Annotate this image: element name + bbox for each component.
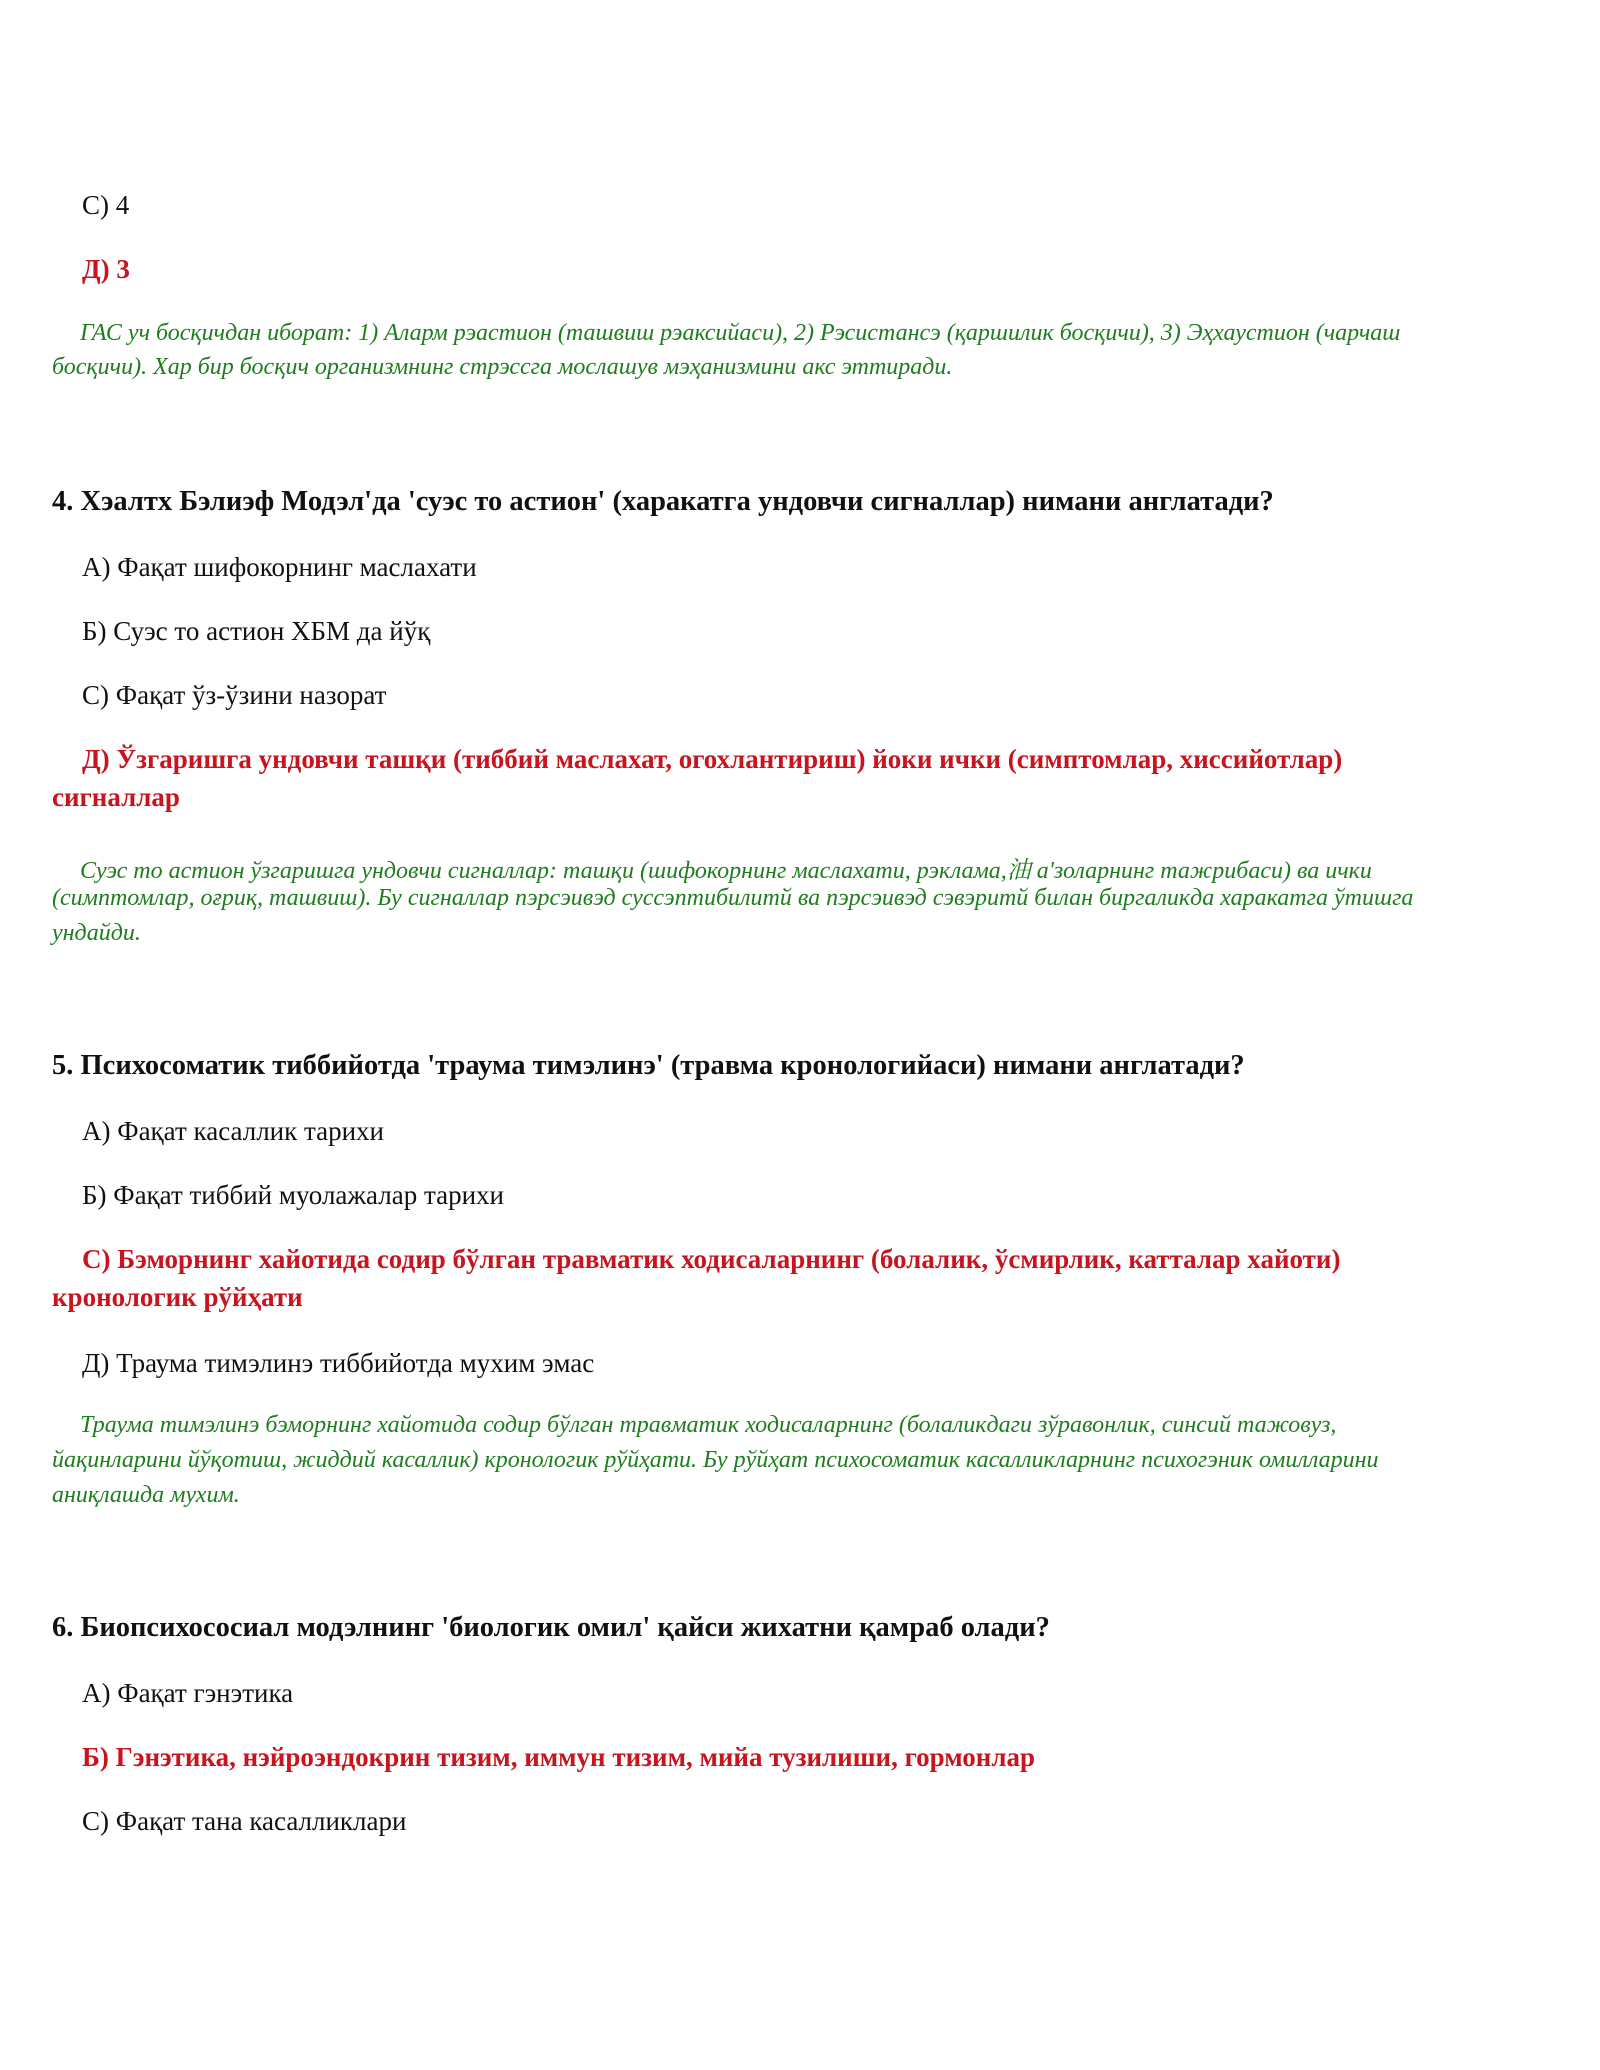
q4-option-d-correct-line-1: Д) Ўзгаришга ундовчи ташқи (тиббий маслахат, огохлантириш) йоки ички (симптомлар, хиссийотлар) <box>82 744 1343 774</box>
q5-option-c-correct-line-1: С) Бэморнинг хайотида содир бўлган травматик ходисаларнинг (болалик, ўсмирлик, катталар хайоти) <box>82 1244 1341 1274</box>
q6-question: 6. Биопсихососиал модэлнинг 'биологик омил' қайси жихатни қамраб олади? <box>52 1612 1050 1643</box>
q5-explanation-line-2: йақинларини йўқотиш, жиддий касаллик) кронологик рўйҳати. Бу рўйҳат психосоматик касалликларнинг психогэник омилларини <box>52 1447 1379 1473</box>
q3-option-c: С) 4 <box>82 190 130 220</box>
q5-option-c-correct-line-2: кронологик рўйҳати <box>52 1282 303 1312</box>
q5-option-d: Д) Траума тимэлинэ тиббийотда мухим эмас <box>82 1348 595 1378</box>
q3-explanation-line-2: босқичи). Хар бир босқич организмнинг стрэссга мослашув мэҳанизмини акс эттиради. <box>52 354 953 380</box>
q6-option-b-correct: Б) Гэнэтика, нэйроэндокрин тизим, иммун тизим, мийа тузилиши, гормонлар <box>82 1742 1036 1772</box>
q6-option-c: С) Фақат тана касалликлари <box>82 1806 407 1836</box>
q4-option-a: А) Фақат шифокорнинг маслахати <box>82 552 477 582</box>
q4-option-c: С) Фақат ўз-ўзини назорат <box>82 680 387 710</box>
q4-explanation-line-1: Суэс то астион ўзгаришга ундовчи сигналлар: ташқи (шифокорнинг маслахати, рэклама,油 а'золарнинг тажрибаси) ва ички <box>80 858 1372 884</box>
q5-option-b: Б) Фақат тиббий муолажалар тарихи <box>82 1180 504 1210</box>
q5-explanation-line-1: Траума тимэлинэ бэморнинг хайотида содир бўлган травматик ходисаларнинг (болаликдаги зўравонлик, синсий тажовуз, <box>80 1412 1337 1438</box>
q3-explanation-line-1: ГАС уч босқичдан иборат: 1) Аларм рэастион (ташвиш рэаксийаси), 2) Рэсистансэ (қаршилик босқичи), 3) Эҳхаустион (чарчаш <box>80 320 1401 346</box>
q4-explanation-line-3: ундайди. <box>52 920 141 946</box>
q5-question: 5. Психосоматик тиббийотда 'траума тимэлинэ' (травма кронологийаси) нимани англатади? <box>52 1050 1245 1081</box>
q6-option-a: А) Фақат гэнэтика <box>82 1678 294 1708</box>
q5-explanation-line-3: аниқлашда мухим. <box>52 1482 240 1508</box>
q4-option-b: Б) Суэс то астион ХБМ да йўқ <box>82 616 431 646</box>
q4-explanation-line-2: (симптомлар, оғриқ, ташвиш). Бу сигналлар пэрсэивэд суссэптибилитй ва пэрсэивэд сэвэритй билан биргаликда харакатга ўтишга <box>52 885 1414 911</box>
q4-option-d-correct-line-2: сигналлар <box>52 782 180 812</box>
q5-option-a: А) Фақат касаллик тарихи <box>82 1116 385 1146</box>
q3-option-d-correct: Д) 3 <box>82 254 130 284</box>
q4-question: 4. Хэалтх Бэлиэф Модэл'да 'суэс то астион' (харакатга ундовчи сигналлар) нимани англатади? <box>52 486 1274 517</box>
